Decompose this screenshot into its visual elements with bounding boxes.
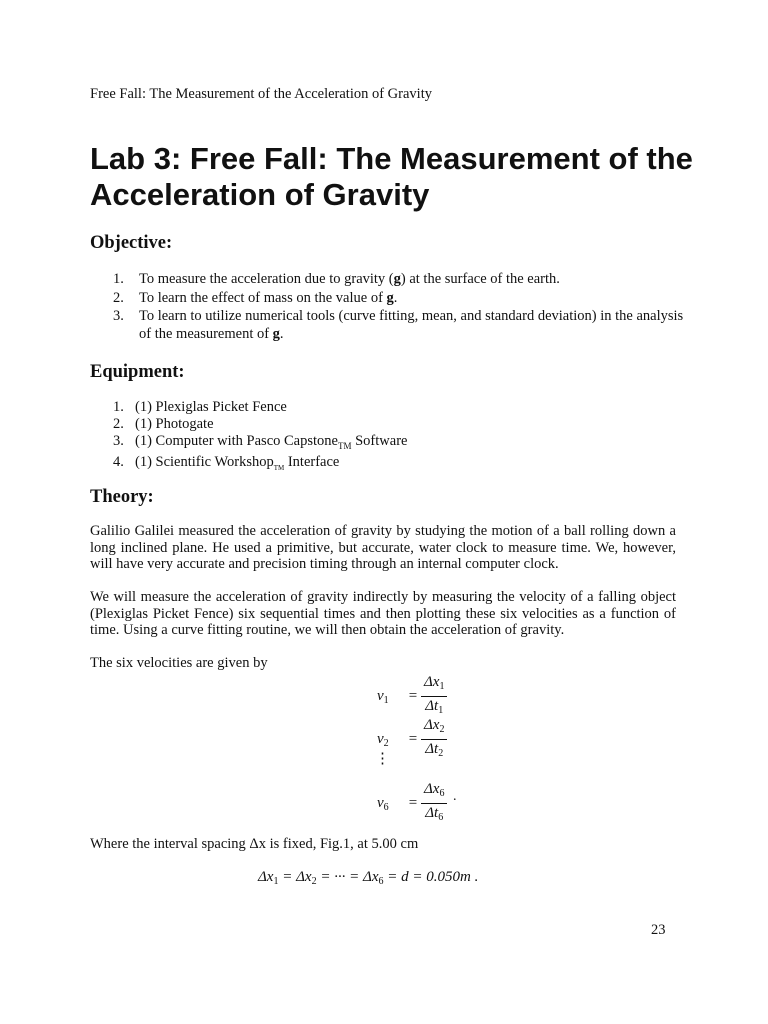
objective-item-number: 3.: [113, 308, 124, 324]
equipment-item: 3. (1) Computer with Pasco Capstone$_{TM}$ Software: [113, 432, 408, 451]
objective-item-text: To learn the effect of mass on the value of g.: [139, 289, 398, 306]
running-header: Free Fall: The Measurement of the Acceleration of Gravity: [90, 86, 432, 102]
fraction: $\frac{\Delta x_6}{\Delta t_6}$: [421, 780, 447, 827]
velocity-equation: $v_2$ = $\frac{\Delta x_2}{\Delta t_2}$: [377, 716, 447, 763]
theory-paragraph: The six velocities are given by: [90, 655, 268, 671]
equipment-item: 4. (1) Scientific Workshop$_{TM}$ Interface: [113, 454, 340, 473]
fraction: $\frac{\Delta x_2}{\Delta t_2}$: [421, 716, 447, 763]
objective-item: [113, 308, 693, 343]
equipment-heading: Equipment:: [90, 362, 185, 382]
theory-heading: Theory:: [90, 487, 154, 507]
vertical-ellipsis: ⋮: [375, 751, 390, 767]
page-title: Lab 3: Free Fall: The Measurement of the Acceleration of Gravity: [90, 141, 693, 212]
fraction: $\frac{\Delta x_1}{\Delta t_1}$: [421, 673, 447, 720]
page-number: 23: [651, 922, 666, 938]
objective-item-text: To measure the acceleration due to gravity (g) at the surface of the earth.: [139, 271, 560, 287]
objective-list: [113, 271, 693, 343]
spacing-equation: $\Delta x_1 = \Delta x_2$ = ··· = $\Delta x_6 = d = 0.050m$ .: [258, 869, 479, 887]
theory-paragraph: Galilio Galilei measured the acceleration of gravity by studying the motion of a ball rolling down a long inclined plane. He used a primitive, but accurate, water clock to measure time. We, however, will have very accurate and precision timing through an internal computer clock.: [90, 523, 676, 573]
velocity-equation: $v_6$ = $\frac{\Delta x_6}{\Delta t_6}$: [377, 780, 447, 827]
objective-item-number: 2.: [113, 289, 124, 306]
velocity-equation: $v_1$ = $\frac{\Delta x_1}{\Delta t_1}$: [377, 673, 447, 720]
objective-item: [113, 290, 693, 308]
equipment-item: 1. (1) Plexiglas Picket Fence: [113, 399, 287, 415]
objective-item-text: To learn to utilize numerical tools (curve fitting, mean, and standard deviation) in the analysis of the measurement of g.: [139, 308, 684, 342]
objective-item-number: 1.: [113, 271, 124, 287]
theory-paragraph: Where the interval spacing Δx is fixed, Fig.1, at 5.00 cm: [90, 836, 419, 852]
equipment-list: [113, 399, 673, 477]
objective-item: [113, 271, 693, 289]
trademark-subscript: TM: [337, 440, 352, 451]
equation-period: .: [453, 789, 457, 804]
equipment-item: 2. (1) Photogate: [113, 415, 214, 432]
theory-paragraph: We will measure the acceleration of gravity indirectly by measuring the velocity of a falling object (Plexiglas Picket Fence) six sequential times and then plotting these six velocities as a function of time. Using a curve fitting routine, we will then obtain the acceleration of gravity.: [90, 589, 676, 639]
objective-heading: Objective:: [90, 233, 173, 253]
trademark-subscript: TM: [273, 464, 285, 473]
